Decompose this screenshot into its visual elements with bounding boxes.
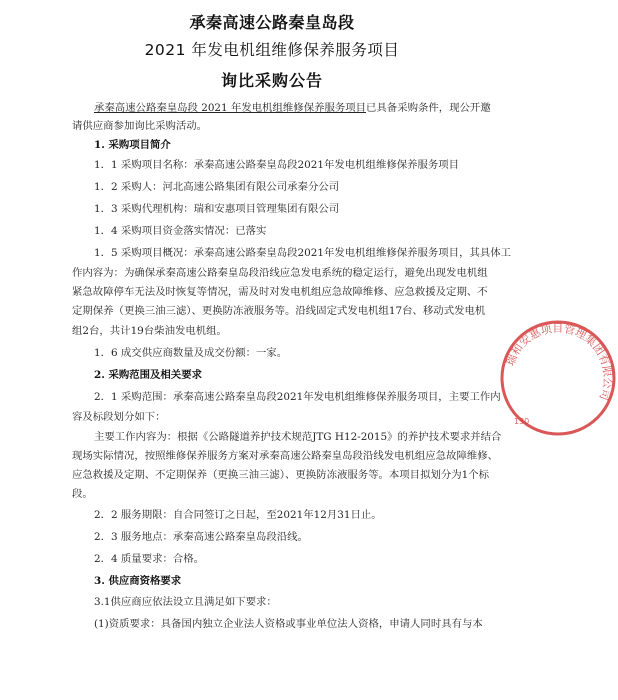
work-content-line: 应急救援及定期、不定期保养（更换三油三滤）、更换防冻液服务等。本项目拟划分为1个标 xyxy=(72,469,490,481)
document-title-line2: 2021 年发电机组维修保养服务项目 xyxy=(144,41,400,59)
item-1-5-line: 组2台，共计19台柴油发电机组。 xyxy=(72,325,227,337)
company-seal-stamp xyxy=(498,318,618,438)
work-content-line: 主要工作内容为：根据《公路隧道养护技术规范JTG H12-2015》的养护技术要求并结合 xyxy=(94,431,502,443)
intro-line-2: 请供应商参加询比采购活动。 xyxy=(72,120,208,132)
seal-code: 130 xyxy=(514,417,530,426)
section-3-heading: 3. 供应商资格要求 xyxy=(94,575,182,587)
item-2-3: 2．3 服务地点：承秦高速公路秦皇岛段沿线。 xyxy=(94,531,308,543)
section-2-heading: 2. 采购范围及相关要求 xyxy=(94,369,202,381)
item-2-1-line: 2．1 采购范围：承秦高速公路秦皇岛段2021年发电机组维修保养服务项目，主要工作内 xyxy=(94,391,501,403)
item-1-3: 1．3 采购代理机构：瑞和安惠项目管理集团有限公司 xyxy=(94,203,340,215)
item-3-1: 3.1供应商应依法设立且满足如下要求： xyxy=(94,596,277,608)
item-1-5-line: 紧急故障停车无法及时恢复等情况，需及时对发电机组应急故障维修、应急救援及定期、不 xyxy=(72,286,488,298)
item-2-2: 2．2 服务期限：自合同签订之日起，至2021年12月31日止。 xyxy=(94,509,382,521)
section-1-heading: 1. 采购项目简介 xyxy=(94,139,171,151)
item-1-5-line: 1．5 采购项目概况：承秦高速公路秦皇岛段2021年发电机组维修保养服务项目，其具体工 xyxy=(94,247,512,259)
item-1-5-line: 作内容为：为确保承秦高速公路秦皇岛段沿线应急发电系统的稳定运行，避免出现发电机组 xyxy=(72,267,488,279)
intro-project-name: 承秦高速公路秦皇岛段 2021 年发电机组维修保养服务项目 xyxy=(94,102,367,114)
seal-text: 瑞和安惠项目管理集团有限公司 xyxy=(503,321,615,402)
item-2-4: 2．4 质量要求：合格。 xyxy=(94,553,205,565)
work-content-line: 段。 xyxy=(72,488,93,500)
work-content-line: 现场实际情况，按照维修保养服务方案对承秦高速公路秦皇岛段沿线发电机组应急故障维修、 xyxy=(72,450,499,462)
intro-line-1-rest: 已具备采购条件，现公开邀 xyxy=(366,102,491,114)
item-1-4: 1．4 采购项目资金落实情况：已落实 xyxy=(94,225,267,237)
document-title-line3: 询比采购公告 xyxy=(220,71,323,90)
intro-line-1 xyxy=(94,101,491,115)
item-2-1-line: 容及标段划分如下： xyxy=(72,411,166,423)
item-1-2: 1．2 采购人：河北高速公路集团有限公司承秦分公司 xyxy=(94,181,340,193)
document-title-line1: 承秦高速公路秦皇岛段 xyxy=(189,13,355,32)
item-1-1: 1．1 采购项目名称：承秦高速公路秦皇岛段2021年发电机组维修保养服务项目 xyxy=(94,159,460,171)
item-1-6: 1．6 成交供应商数量及成交份额：一家。 xyxy=(94,347,288,359)
item-3-2: (1)资质要求：具备国内独立企业法人资格或事业单位法人资格，申请人同时具有与本 xyxy=(94,618,483,630)
item-1-5-line: 定期保养（更换三油三滤）、更换防冻液服务等。沿线固定式发电机组17台、移动式发电机 xyxy=(72,305,486,317)
